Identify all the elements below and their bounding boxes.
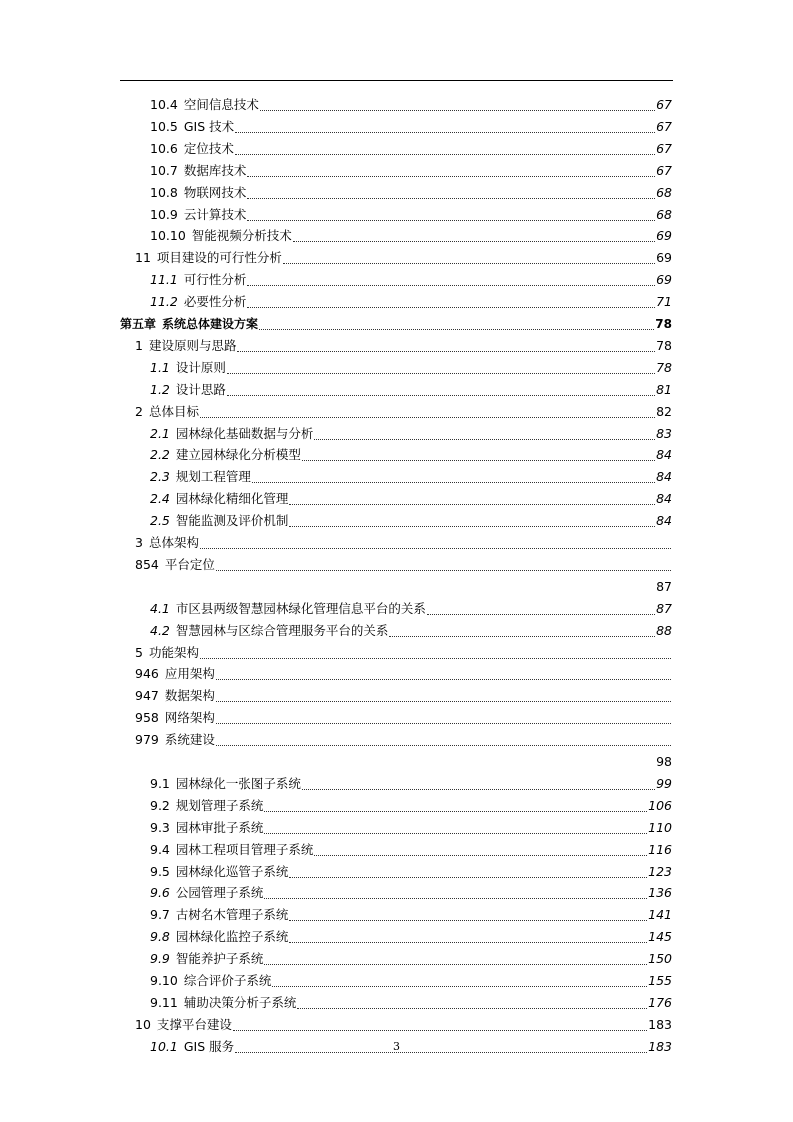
toc-entry-title: 系统建设 [164, 732, 215, 748]
dot-leader [314, 855, 647, 856]
toc-entry-title: 园林审批子系统 [175, 819, 264, 835]
dot-leader [314, 439, 655, 440]
toc-entry-number: 3 [135, 535, 143, 550]
dot-leader [227, 395, 655, 396]
dot-leader [235, 132, 655, 133]
toc-entry-number: 9.6 [150, 885, 170, 901]
toc-entry[interactable] [0, 971, 793, 991]
toc-entry-page: 78 [655, 317, 672, 331]
toc-entry-number: 4.2 [150, 622, 170, 638]
dot-leader [237, 351, 655, 352]
dot-leader [297, 1008, 647, 1009]
toc-entry-page: 69 [656, 272, 672, 288]
toc-entry[interactable] [0, 95, 793, 115]
toc-entry-number: 2 [135, 403, 143, 419]
dot-leader [252, 482, 655, 483]
dot-leader [289, 504, 655, 505]
dot-leader [247, 307, 655, 308]
toc-entry-number: 10.6 [150, 140, 178, 156]
toc-entry-number: 1 [135, 337, 143, 353]
dot-leader [216, 570, 671, 571]
toc-entry-number: 9.10 [150, 973, 178, 988]
toc-entry-page: 183 [648, 1016, 672, 1032]
toc-entry-number: 10.9 [150, 206, 178, 222]
dot-leader [216, 701, 671, 702]
toc-entry[interactable] [0, 248, 793, 268]
toc-entry[interactable] [0, 467, 793, 487]
toc-entry[interactable] [0, 708, 793, 728]
dot-leader [289, 920, 647, 921]
toc-entry-number: 1.1 [150, 359, 170, 375]
dot-leader [264, 833, 647, 834]
toc-entry-title: 园林绿化一张图子系统 [175, 775, 301, 791]
toc-entry-number: 11.1 [150, 272, 178, 288]
toc-entry-number: 9.9 [150, 951, 170, 967]
toc-entry[interactable] [0, 796, 793, 816]
toc-entry-number: 9.8 [150, 929, 170, 945]
dot-leader [259, 329, 654, 330]
dot-leader [235, 154, 655, 155]
toc-entry-number: 9.3 [150, 819, 170, 835]
toc-entry[interactable] [0, 336, 793, 356]
toc-entry-number: 2.5 [150, 513, 170, 529]
toc-entry-number: 4.1 [150, 600, 170, 616]
toc-entry-title: 公园管理子系统 [175, 885, 264, 901]
toc-entry-page: 145 [648, 929, 672, 945]
toc-entry-page: 150 [648, 951, 672, 967]
dot-leader [260, 110, 655, 111]
toc-entry-number: 9.7 [150, 907, 170, 923]
toc-entry-page: 106 [648, 797, 672, 813]
toc-entry[interactable] [0, 533, 793, 553]
toc-entry-page: 87 [656, 578, 672, 594]
dot-leader [293, 241, 655, 242]
toc-entry-page: 69 [656, 250, 672, 266]
toc-entry-title: 园林工程项目管理子系统 [175, 841, 314, 857]
toc-entry[interactable] [0, 621, 793, 641]
toc-entry-page: 81 [656, 381, 672, 397]
toc-entry-page: 87 [656, 600, 672, 616]
toc-entry[interactable] [0, 117, 793, 137]
dot-leader [247, 176, 655, 177]
dot-leader [264, 964, 647, 965]
dot-leader [233, 1030, 647, 1031]
toc-entry-title: 设计原则 [175, 359, 226, 375]
toc-entry[interactable] [0, 1015, 793, 1035]
toc-entry-number: 10.1 [150, 1038, 178, 1054]
header-rule [120, 80, 673, 81]
toc-entry[interactable] [0, 424, 793, 444]
toc-entry-title: 数据库技术 [183, 162, 247, 178]
toc-entry-title: 智能养护子系统 [175, 951, 264, 967]
toc-entry-title: 规划工程管理 [175, 469, 251, 485]
dot-leader [272, 986, 647, 987]
toc-entry-page: 176 [648, 994, 672, 1010]
dot-leader [200, 658, 671, 659]
toc-entry-number: 10 [135, 1016, 151, 1032]
toc-entry-page: 136 [648, 885, 672, 901]
toc-entry-number: 10.10 [150, 228, 186, 244]
dot-leader [200, 417, 655, 418]
toc-entry[interactable] [0, 818, 793, 838]
dot-leader [216, 679, 671, 680]
dot-leader [247, 285, 655, 286]
dot-leader [247, 220, 655, 221]
toc-entry-page: 141 [648, 907, 672, 923]
toc-entry-title: 总体目标 [148, 403, 199, 419]
toc-entry-number: 9.5 [150, 863, 170, 879]
toc-entry[interactable] [0, 555, 793, 575]
toc-entry-title: 古树名木管理子系统 [175, 907, 289, 923]
toc-entry-page: 116 [648, 841, 672, 857]
toc-entry-page: 83 [656, 425, 672, 441]
toc-entry-page: 67 [656, 162, 672, 178]
toc-entry-title: 智慧园林与区综合管理服务平台的关系 [175, 622, 389, 638]
toc-entry-title: GIS 服务 [183, 1038, 235, 1054]
toc-entry-number: 第五章 [120, 317, 157, 331]
toc-entry-title: 综合评价子系统 [183, 973, 272, 988]
toc-entry-number: 9.2 [150, 797, 170, 813]
toc-entry-page: 71 [656, 294, 672, 310]
toc-entry-title: 物联网技术 [183, 184, 247, 200]
toc-entry-number: 947 [135, 688, 159, 704]
toc-entry-number: 9.11 [150, 994, 178, 1010]
toc-entry[interactable] [0, 161, 793, 181]
toc-entry-title: 智能视频分析技术 [191, 228, 292, 244]
toc-entry-title: 必要性分析 [183, 294, 247, 310]
toc-entry-title: 网络架构 [164, 710, 215, 726]
toc-entry-title: 园林绿化基础数据与分析 [175, 425, 314, 441]
toc-entry[interactable] [0, 139, 793, 159]
toc-entry-page: 82 [656, 403, 672, 419]
toc-entry-title: 数据架构 [164, 688, 215, 704]
dot-leader [289, 877, 647, 878]
toc-entry-page: 68 [656, 184, 672, 200]
toc-entry[interactable] [0, 840, 793, 860]
toc-entry-page: 78 [656, 337, 672, 353]
toc-entry[interactable] [0, 993, 793, 1013]
dot-leader [302, 789, 655, 790]
dot-leader [283, 263, 655, 264]
toc-entry-number: 9.4 [150, 841, 170, 857]
toc-entry-page: 84 [656, 469, 672, 485]
dot-leader [227, 373, 655, 374]
toc-entry[interactable] [0, 489, 793, 509]
toc-entry-page: 67 [656, 118, 672, 134]
toc-entry-page: 67 [656, 97, 672, 112]
toc-entry[interactable] [0, 643, 793, 663]
toc-entry[interactable] [0, 927, 793, 947]
dot-leader [200, 548, 671, 549]
toc-entry-number: 2.4 [150, 491, 170, 507]
toc-entry-number: 979 [135, 732, 159, 748]
toc-entry-number: 2.3 [150, 469, 170, 485]
toc-entry-page: 110 [648, 819, 672, 835]
toc-entry-page: 84 [656, 491, 672, 507]
dot-leader [264, 811, 647, 812]
toc-entry-page: 78 [656, 359, 672, 375]
toc-entry-title: 园林绿化精细化管理 [175, 491, 289, 507]
toc-entry-title: 设计思路 [175, 381, 226, 397]
toc-entry-page: 183 [648, 1038, 672, 1054]
toc-entry-number: 2.1 [150, 425, 170, 441]
toc-entry-number: 11 [135, 250, 151, 266]
toc-entry-number: 10.4 [150, 97, 178, 112]
toc-entry-title: 可行性分析 [183, 272, 247, 288]
toc-entry-page: 69 [656, 228, 672, 244]
toc-entry-page: 68 [656, 206, 672, 222]
toc-entry[interactable] [0, 511, 793, 531]
dot-leader [289, 942, 647, 943]
toc-entry-title: 总体架构 [148, 535, 199, 550]
toc-entry-title: 系统总体建设方案 [162, 317, 259, 331]
toc-entry-page: 123 [648, 863, 672, 879]
dot-leader [302, 460, 655, 461]
toc-entry[interactable] [0, 380, 793, 400]
toc-entry-number: 10.7 [150, 162, 178, 178]
toc-entry-page: 155 [648, 973, 672, 988]
dot-leader [247, 198, 655, 199]
toc-entry[interactable] [0, 445, 793, 465]
toc-entry-number: 10.5 [150, 118, 178, 134]
toc-entry-title: 应用架构 [164, 666, 215, 682]
toc-entry-title: 项目建设的可行性分析 [156, 250, 282, 266]
toc-entry[interactable] [0, 752, 793, 772]
toc-entry-page: 84 [656, 513, 672, 529]
toc-entry[interactable] [0, 774, 793, 794]
toc-entry-title: 定位技术 [183, 140, 234, 156]
toc-entry[interactable] [0, 730, 793, 750]
toc-entry[interactable] [0, 183, 793, 203]
toc-entry-title: 空间信息技术 [183, 97, 259, 112]
toc-entry[interactable] [0, 314, 793, 334]
toc-entry-title: 支撑平台建设 [156, 1016, 232, 1032]
page-number: 3 [393, 1040, 400, 1053]
dot-leader [427, 614, 655, 615]
toc-entry-title: 规划管理子系统 [175, 797, 264, 813]
toc-entry-page: 88 [656, 622, 672, 638]
toc-entry-page: 67 [656, 140, 672, 156]
toc-entry[interactable] [0, 664, 793, 684]
toc-entry-number: 10.8 [150, 184, 178, 200]
toc-entry-number: 5 [135, 644, 143, 660]
toc-entry-number: 854 [135, 556, 159, 572]
toc-entry-title: 平台定位 [164, 556, 215, 572]
dot-leader [216, 745, 671, 746]
toc-entry-number: 2.2 [150, 447, 170, 463]
toc-entry[interactable] [0, 226, 793, 246]
dot-leader [389, 636, 655, 637]
toc-entry[interactable] [0, 205, 793, 225]
toc-entry-title: 智能监测及评价机制 [175, 513, 289, 529]
toc-entry-title: 市区县两级智慧园林绿化管理信息平台的关系 [175, 600, 426, 616]
toc-entry-title: GIS 技术 [183, 118, 235, 134]
toc-entry-title: 园林绿化巡管子系统 [175, 863, 289, 879]
toc-entry[interactable] [0, 358, 793, 378]
toc-entry[interactable] [0, 270, 793, 290]
toc-entry-number: 11.2 [150, 294, 178, 310]
dot-leader [216, 723, 671, 724]
toc-entry-title: 园林绿化监控子系统 [175, 929, 289, 945]
toc-entry[interactable] [0, 599, 793, 619]
toc-entry-title: 建立园林绿化分析模型 [175, 447, 301, 463]
toc-entry-title: 云计算技术 [183, 206, 247, 222]
dot-leader [289, 526, 655, 527]
toc-entry[interactable] [0, 862, 793, 882]
toc-entry-title: 建设原则与思路 [148, 337, 237, 353]
toc-entry[interactable] [0, 905, 793, 925]
toc-entry-page: 99 [656, 775, 672, 791]
toc-entry-number: 958 [135, 710, 159, 726]
toc-entry-title: 功能架构 [148, 644, 199, 660]
toc-entry-title: 辅助决策分析子系统 [183, 994, 297, 1010]
toc-entry-page: 84 [656, 447, 672, 463]
toc-entry-number: 1.2 [150, 381, 170, 397]
toc-entry-number: 946 [135, 666, 159, 682]
toc-entry-number: 9.1 [150, 775, 170, 791]
dot-leader [264, 898, 647, 899]
toc-entry[interactable] [0, 949, 793, 969]
toc-entry[interactable] [0, 577, 793, 597]
toc-entry[interactable] [0, 686, 793, 706]
toc-entry[interactable] [0, 402, 793, 422]
toc-entry[interactable] [0, 292, 793, 312]
toc-entry[interactable] [0, 883, 793, 903]
toc-entry-page: 98 [656, 754, 672, 769]
